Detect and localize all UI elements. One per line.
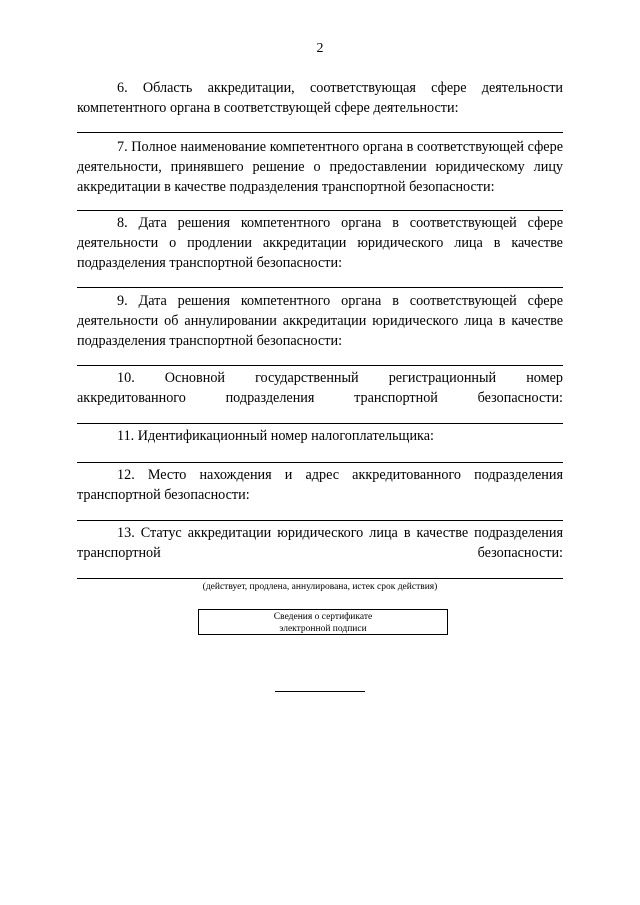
field-13-accreditation-status: [77, 523, 563, 563]
field-8-label: 8. Дата решения компетентного органа в соответствующей сфере деятельности о продлении аккредитации юридического лица в качестве подразделения транспортной безопасности:: [77, 215, 563, 271]
status-hint: (действует, продлена, аннулирована, истек срок действия): [202, 582, 438, 592]
signature-certificate-box: [198, 609, 448, 635]
signature-box-line-1: Сведения о сертификате: [273, 612, 373, 622]
field-10-label: 10. Основной государственный регистрационный номер аккредитованного подразделения транспортной безопасности:: [77, 370, 563, 406]
field-7-authority-name: [77, 137, 563, 197]
field-12-fill-line[interactable]: [77, 520, 563, 521]
field-11-fill-line[interactable]: [77, 462, 563, 463]
field-6-accreditation-scope: [77, 78, 563, 118]
field-12-label: 12. Место нахождения и адрес аккредитованного подразделения транспортной безопасности:: [77, 467, 563, 503]
field-9-label: 9. Дата решения компетентного органа в соответствующей сфере деятельности об аннулировании аккредитации юридического лица в качестве подразделения транспортной безопасности:: [77, 293, 563, 349]
page-number: 2: [316, 41, 324, 56]
field-13-label: 13. Статус аккредитации юридического лица в качестве подразделения транспортной безопасности:: [77, 525, 563, 561]
field-8-fill-line[interactable]: [77, 287, 563, 288]
field-11-taxpayer-number: [77, 426, 563, 446]
field-10-fill-line[interactable]: [77, 423, 563, 424]
field-12-address: [77, 465, 563, 505]
field-11-label: 11. Идентификационный номер налогоплательщика:: [117, 428, 434, 444]
field-9-annulment-date: [77, 291, 563, 351]
field-6-label: 6. Область аккредитации, соответствующая сфере деятельности компетентного органа в соответствующей сфере деятельности:: [77, 80, 563, 116]
field-8-extension-date: [77, 213, 563, 273]
field-9-fill-line[interactable]: [77, 365, 563, 366]
field-7-label: 7. Полное наименование компетентного органа в соответствующей сфере деятельности, принявшего решение о предоставлении юридическому лицу аккредитации в качестве подразделения транспортной безопасности:: [77, 139, 563, 195]
signature-box-line-2: электронной подписи: [279, 624, 367, 634]
end-of-document-rule: [275, 691, 365, 692]
field-10-registration-number: [77, 368, 563, 408]
field-6-fill-line[interactable]: [77, 132, 563, 133]
field-7-fill-line[interactable]: [77, 210, 563, 211]
field-13-fill-line[interactable]: [77, 578, 563, 579]
